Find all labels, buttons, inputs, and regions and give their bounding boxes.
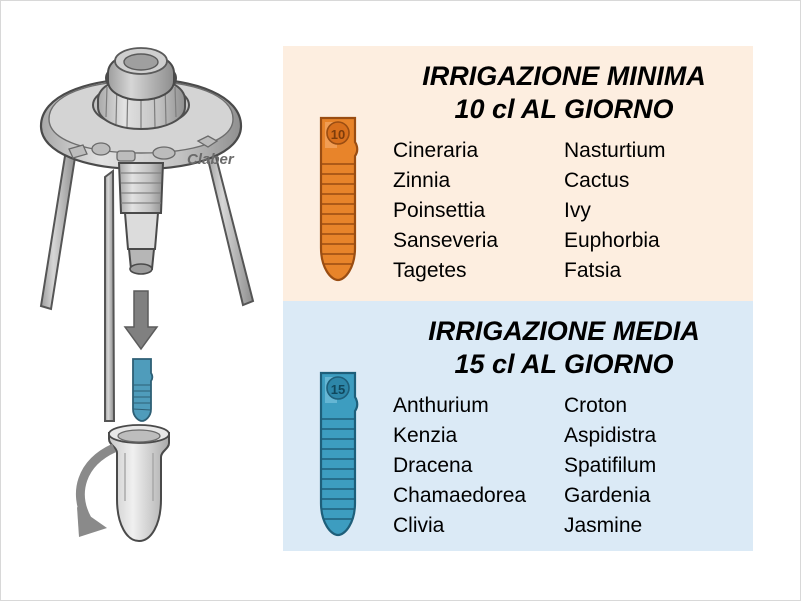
- list-item: Clivia: [393, 514, 445, 537]
- panel-min-column-2: [564, 136, 735, 286]
- list-item: Chamaedorea: [393, 484, 527, 507]
- list-item: Ivy: [564, 199, 591, 222]
- list-item: Poinsettia: [393, 199, 486, 222]
- panel-min-title-line2: 10 cl AL GIORNO: [454, 94, 674, 124]
- rotate-arrow: [77, 448, 114, 537]
- panel-min-column-1: [393, 136, 564, 286]
- list-item: Nasturtium: [564, 139, 666, 162]
- nozzle-15cl-icon: [299, 363, 377, 543]
- list-item: Cineraria: [393, 139, 479, 162]
- product-illustration: [1, 1, 281, 601]
- list-item: Spatifilum: [564, 454, 657, 477]
- panel-med-column-2: [564, 391, 735, 541]
- nozzle-10cl-icon: [299, 108, 377, 288]
- list-item: Euphorbia: [564, 229, 660, 252]
- dripper-insert: [133, 359, 152, 421]
- cap: [109, 425, 169, 541]
- panel-med-title-line2: 15 cl AL GIORNO: [454, 349, 674, 379]
- list-item: Gardenia: [564, 484, 651, 507]
- panel-min-title-line1: IRRIGAZIONE MINIMA: [422, 61, 706, 91]
- list-item: Anthurium: [393, 394, 489, 417]
- list-item: Kenzia: [393, 424, 458, 447]
- panel-med-plant-lists: [393, 391, 735, 541]
- list-item: Croton: [564, 394, 628, 417]
- sprinkler-stem: [119, 163, 163, 274]
- panel-irrigazione-media: [283, 301, 753, 551]
- list-item: Zinnia: [393, 169, 451, 192]
- panel-med-title-line1: IRRIGAZIONE MEDIA: [428, 316, 700, 346]
- panel-min-title: [393, 60, 735, 126]
- panel-med-title: [393, 315, 735, 381]
- list-item: Sanseveria: [393, 229, 499, 252]
- sprinkler-head: [41, 48, 241, 169]
- list-item: Aspidistra: [564, 424, 657, 447]
- list-item: Fatsia: [564, 259, 622, 282]
- list-item: Cactus: [564, 169, 630, 192]
- nozzle-label-10: 10: [330, 127, 346, 142]
- list-item: Dracena: [393, 454, 473, 477]
- panel-irrigazione-minima: [283, 46, 753, 301]
- panel-med-column-1: [393, 391, 564, 541]
- brand-label: Claber: [187, 151, 234, 168]
- list-item: Tagetes: [393, 259, 467, 282]
- assembly-arrow-down: [125, 291, 157, 349]
- nozzle-label-15: 15: [330, 382, 346, 397]
- panel-min-plant-lists: [393, 136, 735, 286]
- list-item: Jasmine: [564, 514, 643, 537]
